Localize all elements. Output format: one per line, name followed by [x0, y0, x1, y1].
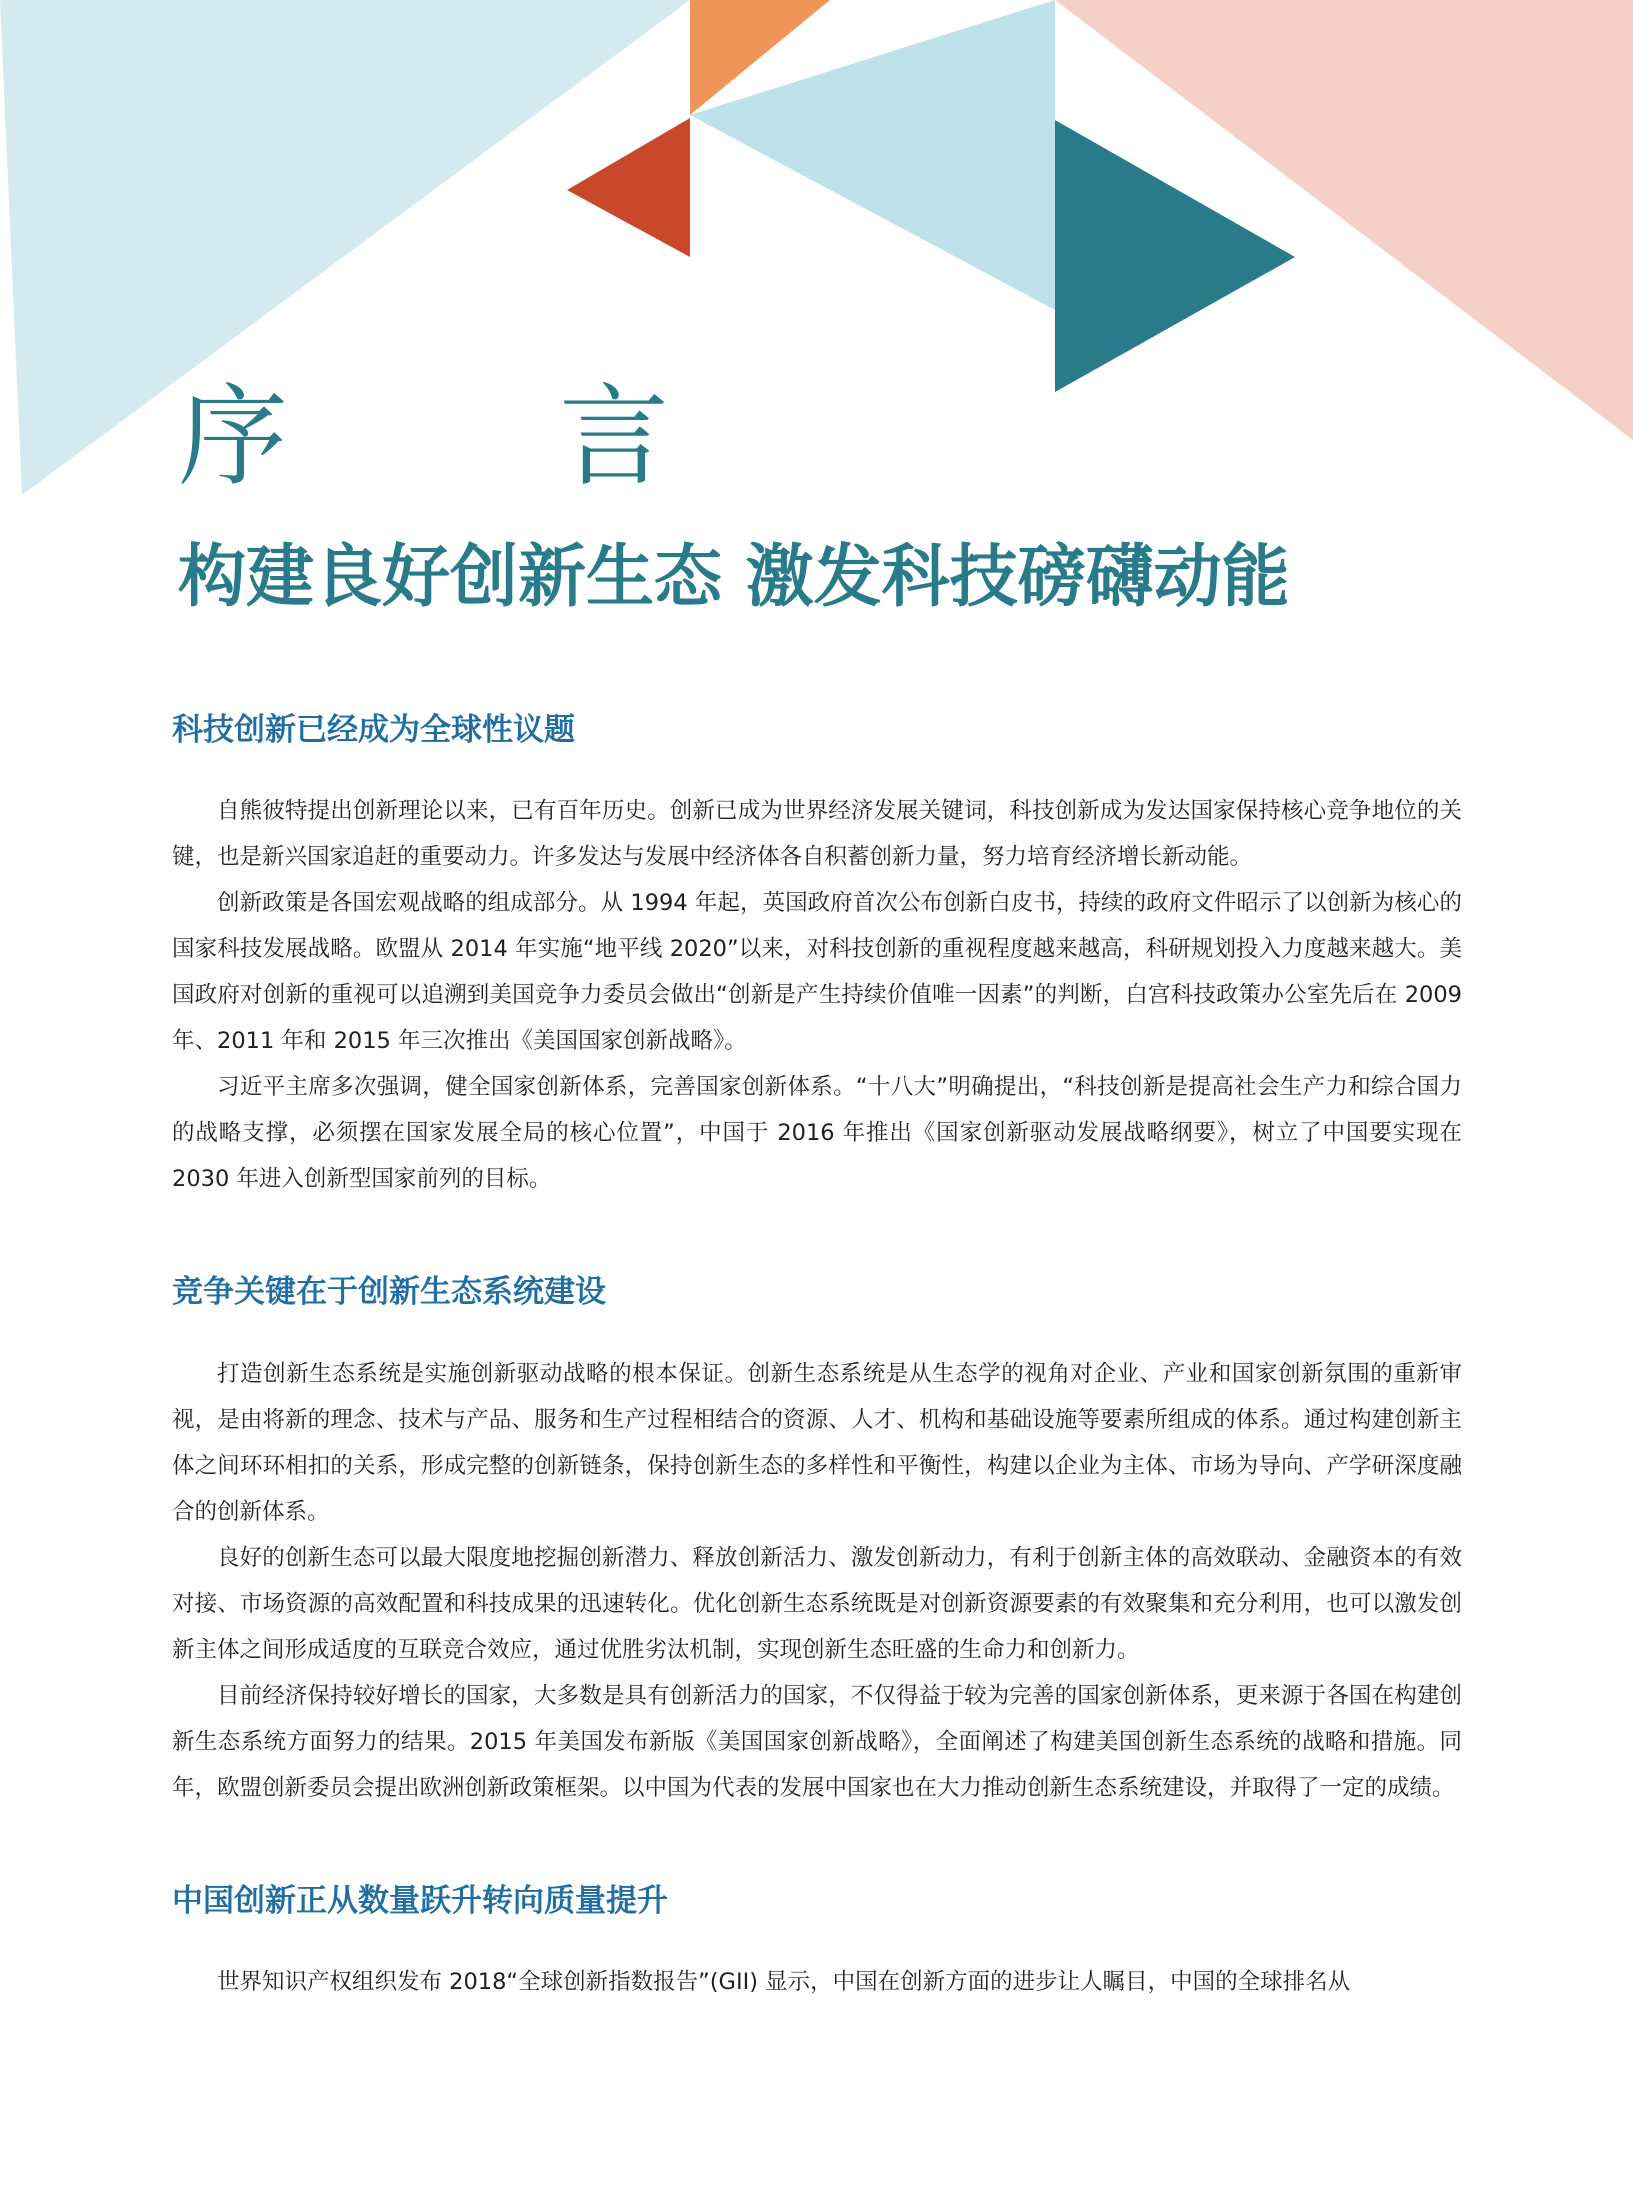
page-title: 构建良好创新生态 激发科技磅礴动能: [178, 538, 1290, 617]
paragraph: 创新政策是各国宏观战略的组成部分。从 1994 年起，英国政府首次公布创新白皮书，持续的政府文件昭示了以创新为核心的国家科技发展战略。欧盟从 2014 年实施“地平线 2020”以来，对科技创新的重视程度越来越高，科研规划投入力度越来越大。美国政府对创新的重视可以追溯到美国竞争力委员会做出“创新是产生持续价值唯一因素”的判断，白宫科技政策办公室先后在 2009 年、2011 年和 2015 年三次推出《美国国家创新战略》。: [172, 890, 1462, 1055]
preface-title: 序 言: [178, 373, 787, 501]
paragraph: 自熊彼特提出创新理论以来，已有百年历史。创新已成为世界经济发展关键词，科技创新成为发达国家保持核心竞争地位的关键，也是新兴国家追赶的重要动力。许多发达与发展中经济体各自积蓄创新力量，努力培育经济增长新动能。: [172, 798, 1462, 871]
paragraph: 良好的创新生态可以最大限度地挖掘创新潜力、释放创新活力、激发创新动力，有利于创新主体的高效联动、金融资本的有效对接、市场资源的高效配置和科技成果的迅速转化。优化创新生态系统既是对创新资源要素的有效聚集和充分利用，也可以激发创新主体之间形成适度的互联竞合效应，通过优胜劣汰机制，实现创新生态旺盛的生命力和创新力。: [172, 1544, 1462, 1663]
section-heading: 科技创新已经成为全球性议题: [172, 712, 575, 748]
paragraph: 目前经济保持较好增长的国家，大多数是具有创新活力的国家，不仅得益于较为完善的国家创新体系，更来源于各国在构建创新生态系统方面努力的结果。2015 年美国发布新版《美国国家创新战略》，全面阐述了构建美国创新生态系统的战略和措施。同年，欧盟创新委员会提出欧洲创新政策框架。以中国为代表的发展中国家也在大力推动创新生态系统建设，并取得了一定的成绩。: [172, 1682, 1462, 1801]
article-body: [172, 710, 1462, 2005]
paragraph: 习近平主席多次强调，健全国家创新体系，完善国家创新体系。“十八大”明确提出，“科技创新是提高社会生产力和综合国力的战略支撑，必须摆在国家发展全局的核心位置”，中国于 2016 年推出《国家创新驱动发展战略纲要》，树立了中国要实现在 2030 年进入创新型国家前列的目标。: [172, 1074, 1462, 1193]
section-heading: 中国创新正从数量跃升转向质量提升: [172, 1882, 668, 1919]
section-ecosystem: [172, 1272, 1462, 1810]
paragraph: 打造创新生态系统是实施创新驱动战略的根本保证。创新生态系统是从生态学的视角对企业、产业和国家创新氛围的重新审视，是由将新的理念、技术与产品、服务和生产过程相结合的资源、人才、机构和基础设施等要素所组成的体系。通过构建创新主体之间环环相扣的关系，形成完整的创新链条，保持创新生态的多样性和平衡性，构建以企业为主体、市场为导向、产学研深度融合的创新体系。: [172, 1360, 1462, 1525]
section-global-topic: [172, 710, 1462, 1202]
section-china-quality: [172, 1881, 1462, 2005]
paragraph: 世界知识产权组织发布 2018“全球创新指数报告”(GII) 显示，中国在创新方面的进步让人瞩目，中国的全球排名从: [217, 1968, 1351, 1995]
teal-triangle: [1055, 120, 1295, 392]
section-heading: 竞争关键在于创新生态系统建设: [172, 1274, 606, 1311]
red-orange-triangle: [567, 118, 690, 257]
